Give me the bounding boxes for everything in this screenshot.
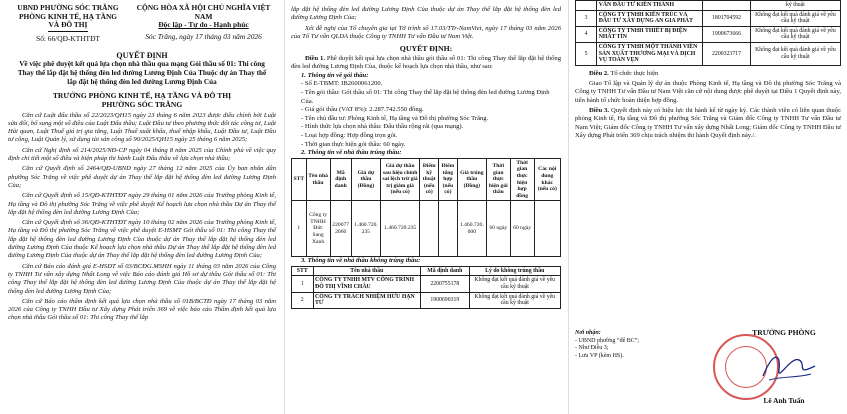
document-page-1 [0, 0, 282, 414]
table-header-row [292, 266, 561, 276]
legal-basis-paragraph: Căn cứ Báo cáo đánh giá E-HSDT số 03/BCĐG.MSHH ngày 11 tháng 03 năm 2026 của Công ty TNHH Tư vấn xây dựng Nhất Long về việc Báo cáo đánh giá Hồ sơ dự thầu Gói thầu số 01: Thi công Thay thế lắp đặt hệ thống đèn led đường Lương Định Của thuộc dự án Thay thế lắp đặt hệ thống đèn led đường Lương Định Của; [8, 262, 276, 295]
table-row [292, 201, 561, 257]
authority-line-1: TRƯỞNG PHÒNG KINH TẾ, HẠ TẦNG VÀ ĐÔ THỊ [52, 90, 232, 100]
table-cell: CÔNG TY TNHH THIẾT BỊ ĐIỆN NHẤT TÍN [597, 26, 703, 42]
agency-underline [48, 31, 88, 32]
table-cell [703, 1, 751, 11]
table-cell: CÔNG TY TRÁCH NHIỆM HỮU HẠN TƯ [313, 292, 421, 308]
document-title: QUYẾT ĐỊNH [116, 51, 168, 61]
table-cell [534, 201, 560, 257]
table-cell: 1.460.720.000 [457, 201, 486, 257]
package-info-item: - Thời gian thực hiện gói thầu: 60 ngày. [301, 140, 406, 148]
continued-paragraph: lắp đặt hệ thống đèn led đường Lương Định Của thuộc dự án Thay thế lắp đặt hệ thống đèn led đường Lương Định Của; [291, 6, 561, 22]
table-cell: 2200772060 [330, 201, 351, 257]
table-cell: 60 ngày [510, 201, 534, 257]
table-header-cell: Tên nhà thầu [313, 266, 421, 276]
table-header-cell: Mã định danh [330, 158, 351, 201]
table-row [576, 1, 841, 11]
article-3 [575, 107, 841, 140]
package-info-item: - Hình thức lựa chọn nhà thầu: Đấu thầu rộng rãi (qua mạng). [301, 123, 464, 131]
article-2-text: Tổ chức thực hiện [610, 69, 659, 77]
table-cell: Không đạt kết quả đánh giá về yêu cầu kỹ thuật [469, 292, 560, 308]
table-cell: 2200323717 [703, 42, 751, 65]
agency-line-1: UBND PHƯỜNG SÓC TRĂNG [17, 3, 119, 12]
proposal-paragraph: Xét đề nghị của Tổ chuyên gia tại Tờ trình số 17.03/TTr-NamViet, ngày 17 tháng 03 năm 2026 của Tổ Tư vấn QLDA thuộc Công ty TNHH Tư vấn Đầu tư Nam Việt. [291, 24, 561, 40]
article-1 [291, 55, 561, 72]
decides-heading: QUYẾT ĐỊNH: [399, 44, 453, 54]
recipient-item: - Như Điều 3; [575, 345, 609, 352]
recipients-block [575, 330, 685, 360]
package-info-item: - Số E-TBMT: IB2600061200. [301, 80, 383, 88]
recipient-item: - Lưu VP (kèm HS). [575, 352, 624, 359]
issuing-agency [8, 4, 128, 43]
agency-line-2: PHÒNG KINH TẾ, HẠ TẦNG [18, 11, 118, 21]
table-cell: 2 [292, 292, 314, 308]
national-heading [131, 4, 276, 43]
losing-bidders-table [291, 266, 561, 309]
losing-bidders-table-continued [575, 0, 841, 66]
document-page-2 [284, 0, 567, 414]
table-cell: Không đạt kết quả đánh giá về yêu cầu kỹ thuật [750, 42, 840, 65]
winning-bidder-table [291, 158, 561, 258]
article-1-text: Phê duyệt kết quả lựa chọn nhà thầu gói thầu số 01: Thi công Thay thế lắp đặt hệ thống đèn led đường Lương Định Của, thuộc kế hoạch lựa chọn nhà thầu, như sau: [291, 55, 562, 71]
signer-name: Lê Anh Tuấn [763, 396, 805, 405]
table-header-cell: Thời gian thực hiện gói thầu [486, 158, 510, 201]
table-cell: 5 [576, 42, 597, 65]
table-cell: 1.460.720.235 [380, 201, 419, 257]
legal-basis-paragraph: Căn cứ Quyết định số 2464/QĐ-UBND ngày 27 tháng 12 năm 2025 của Ủy ban nhân dân phường Sóc Trăng về việc phê duyệt dự án Thay thế lắp đặt hệ thống đèn led đường Lương Định Của; [8, 165, 276, 189]
package-info-item: - Tên chủ đầu tư: Phòng Kinh tế, Hạ tầng và Đô thị phường Sóc Trăng. [301, 114, 489, 122]
article-2-body: Giao Tổ lập và Quản lý dự án thuộc Phòng Kinh tế, Hạ tầng và Đô thị phường Sóc Trăng và Công ty TNHH Tư vấn Đầu tư Nam Việt căn cứ nội dung được phê duyệt tại Điều 1 Quyết định này, tiến hành tổ chức hoàn thiện hợp đồng. [575, 80, 841, 104]
document-page-3 [568, 0, 847, 414]
table-cell: CÔNG TY TNHH MTV CÔNG TRÌNH ĐÔ THỊ VĨNH CHÂU [313, 276, 421, 292]
national-motto: Độc lập - Tự do - Hạnh phúc [158, 20, 249, 30]
table-header-cell: Mã định danh [421, 266, 469, 276]
signer-title: TRƯỞNG PHÒNG [752, 328, 816, 337]
table-cell: 2200755178 [421, 276, 469, 292]
article-3-label: Điều 3. [589, 106, 610, 114]
legal-basis-paragraph: Căn cứ Nghị định số 214/2025/NĐ-CP ngày 04 tháng 8 năm 2025 của Chính phủ về việc quy định chi tiết một số điều và biện pháp thi hành Luật Đấu thầu về lựa chọn nhà thầu; [8, 146, 276, 163]
table-header-cell: Giá dự thầu (Đồng) [351, 158, 380, 201]
table-cell: 1 [292, 276, 314, 292]
winner-heading: 2. Thông tin về nhà thầu trúng thầu: [301, 149, 402, 157]
table-cell [576, 1, 597, 11]
losing-bidders-heading: 3. Thông tin về nhà thầu không trúng thầu: [301, 257, 421, 265]
article-2-label: Điều 2. [589, 69, 609, 77]
table-row [292, 276, 561, 292]
table-row [576, 10, 841, 26]
article-2 [575, 70, 841, 78]
issuing-authority [8, 91, 276, 110]
table-header-cell: Lý do không trúng thầu [469, 266, 560, 276]
document-subtitle: Về việc phê duyệt kết quả lựa chọn nhà thầu qua mạng Gói thầu số 01: Thi công Thay thế lắp đặt hệ thống đèn led đường Lương Định Của Thuộc dự án Thay thế lắp đặt hệ thống đèn led đường Lương Định Của [17, 60, 267, 86]
table-header-cell: Tên nhà thầu [306, 158, 330, 201]
table-cell: Không đạt kết quả đánh giá về yêu cầu kỹ thuật [750, 26, 840, 42]
table-row [292, 292, 561, 308]
handwritten-signature [759, 346, 819, 386]
table-cell: 4 [576, 26, 597, 42]
table-header-cell: Thời gian thực hiện hợp đồng [510, 158, 534, 201]
table-cell: CÔNG TY TNHH MỘT THÀNH VIÊN SẢN XUẤT THƯƠNG MẠI VÀ DỊCH VỤ TOÀN VẸN [597, 42, 703, 65]
table-cell: 1801704592 [703, 10, 751, 26]
table-cell: 3 [576, 10, 597, 26]
article-1-label: Điều 1. [305, 55, 325, 63]
table-cell: Không đạt kết quả đánh giá về yêu cầu kỹ thuật [469, 276, 560, 292]
table-header-cell: Giá trúng thầu (Đồng) [457, 158, 486, 201]
package-info-item: - Giá gói thầu (VAT 8%): 2.287.742.550 đồng. [301, 106, 424, 114]
table-cell: Công ty TNHH Đức Sang Xanh [306, 201, 330, 257]
table-cell: Không đạt kết quả đánh giá về yêu cầu kỹ thuật [750, 10, 840, 26]
document-number: Số: 66/QĐ-KTHTĐT [36, 33, 100, 43]
table-header-cell: STT [292, 158, 307, 201]
table-header-cell: Các nội dung khác (nếu có) [534, 158, 560, 201]
package-info-item: - Tên gói thầu: Gói thầu số 01: Thi công Thay thế lắp đặt hệ thống đèn led đường Lương Định Của. [301, 88, 550, 105]
table-cell: CÔNG TY TNHH KIẾN TRÚC VÀ ĐẦU TƯ XÂY DỰNG AN GIA PHÁT [597, 10, 703, 26]
table-cell: 1 [292, 201, 307, 257]
table-header-cell: Điểm kỹ thuật (nếu có) [420, 158, 439, 201]
table-row [576, 26, 841, 42]
legal-basis-paragraph: Căn cứ Báo cáo thẩm định kết quả lựa chọn nhà thầu số 01B/BCTĐ ngày 17 tháng 03 năm 2026 của Công ty TNHH Đầu tư Xây dựng Phát triển 369 về việc báo cáo Thẩm định kết quả lựa chọn nhà thầu Gói thầu số 01: Thi công Thay thế lắp [8, 297, 276, 322]
authority-line-2: PHƯỜNG SÓC TRĂNG [101, 100, 183, 110]
signature-block [729, 328, 839, 405]
package-info-heading: 1. Thông tin về gói thầu: [301, 71, 369, 79]
table-header-row [292, 158, 561, 201]
recipient-item: - UBND phường “để BC”; [575, 337, 640, 344]
legal-basis-paragraph: Căn cứ Quyết định số 36/QĐ-KTHTĐT ngày 10 tháng 02 năm 2026 của Trưởng phòng Kinh tế, Hạ tầng và Đô thị phường Sóc Trăng về việc phê duyệt E-HSMT Gói thầu số 01: Thi công Thay thế lắp đặt hệ thống đèn led đường Lương Định Của thuộc dự án Thay thế lắp đặt hệ thống đèn led đường Lương Định Của thuộc Kế hoạch lựa chọn nhà thầu Dự án Thay thế lắp đặt hệ thống đèn led đường Lương Định Của thuộc dự án Thay thế lắp đặt hệ thống đèn led đường Lương Định Của; [8, 219, 276, 260]
table-header-cell: STT [292, 266, 314, 276]
article-3-text: Quyết định này có hiệu lực thi hành kể từ ngày ký. Các thành viên có liên quan thuộc phòng Kinh tế, Hạ tầng và Đô thị phường Sóc Trăng và Giám đốc Công ty TNHH Tư vấn Đầu tư Nam Việt; Giám đốc Công ty TNHH Tư vấn xây dựng Nhất Long; Giám đốc Công ty TNHH Đầu tư Xây dựng Phát triển 369 chịu trách nhiệm thi hành Quyết định này./. [575, 106, 842, 139]
legal-basis-paragraph: Căn cứ Quyết định số 15/QĐ-KTHTĐT ngày 29 tháng 01 năm 2026 của Trưởng phòng Kinh tế, Hạ tầng và Đô thị phường Sóc Trăng về việc phê duyệt Kế hoạch lựa chọn nhà thầu Dự án Thay thế lắp đặt hệ thống đèn led đường Lương Định Của; [8, 192, 276, 216]
table-cell: 1900673666 [703, 26, 751, 42]
table-cell: VẤN ĐẦU TƯ KIẾN THÀNH [597, 1, 703, 11]
table-cell: kỹ thuật [750, 1, 840, 11]
table-row [576, 42, 841, 65]
table-cell [420, 201, 439, 257]
document-header [8, 4, 276, 43]
agency-line-3: VÀ ĐÔ THỊ [48, 20, 88, 30]
package-info-item: - Loại hợp đồng: Hợp đồng trọn gói. [301, 131, 398, 139]
table-header-cell: Giá dự thầu sau hiệu chỉnh sai lệch trừ giá trị giảm giá (nếu có) [380, 158, 419, 201]
table-header-cell: Điểm tổng hợp (nếu có) [439, 158, 458, 201]
legal-basis [8, 112, 276, 323]
table-cell [439, 201, 458, 257]
table-cell: 1900690319 [421, 292, 469, 308]
place-date: Sóc Trăng, ngày 17 tháng 03 năm 2026 [145, 31, 262, 41]
recipients-label: Nơi nhận: [575, 330, 601, 336]
table-cell: 60 ngày [486, 201, 510, 257]
table-cell: 1.460.720.235 [351, 201, 380, 257]
legal-basis-paragraph: Căn cứ Luật đấu thầu số 22/2023/QH15 ngày 23 tháng 6 năm 2023 được điều chỉnh bởi Luật sửa đổi, bổ sung một số điều của Luật Đấu thầu; Luật Đầu tư theo phương thức đối tác công tư, Luật Hải quan, Luật Thuế giá trị gia tăng, Luật Thuế xuất khẩu, thuế nhập khẩu, Luật Đầu tư, Luật Đầu tư công, Luật Quản lý, sử dụng tài sản công số 90/2025/QH15 ngày 25 tháng 6 năm 2025; [8, 111, 276, 144]
nation-name: CỘNG HÒA XÃ HỘI CHỦ NGHĨA VIỆT NAM [136, 3, 271, 21]
